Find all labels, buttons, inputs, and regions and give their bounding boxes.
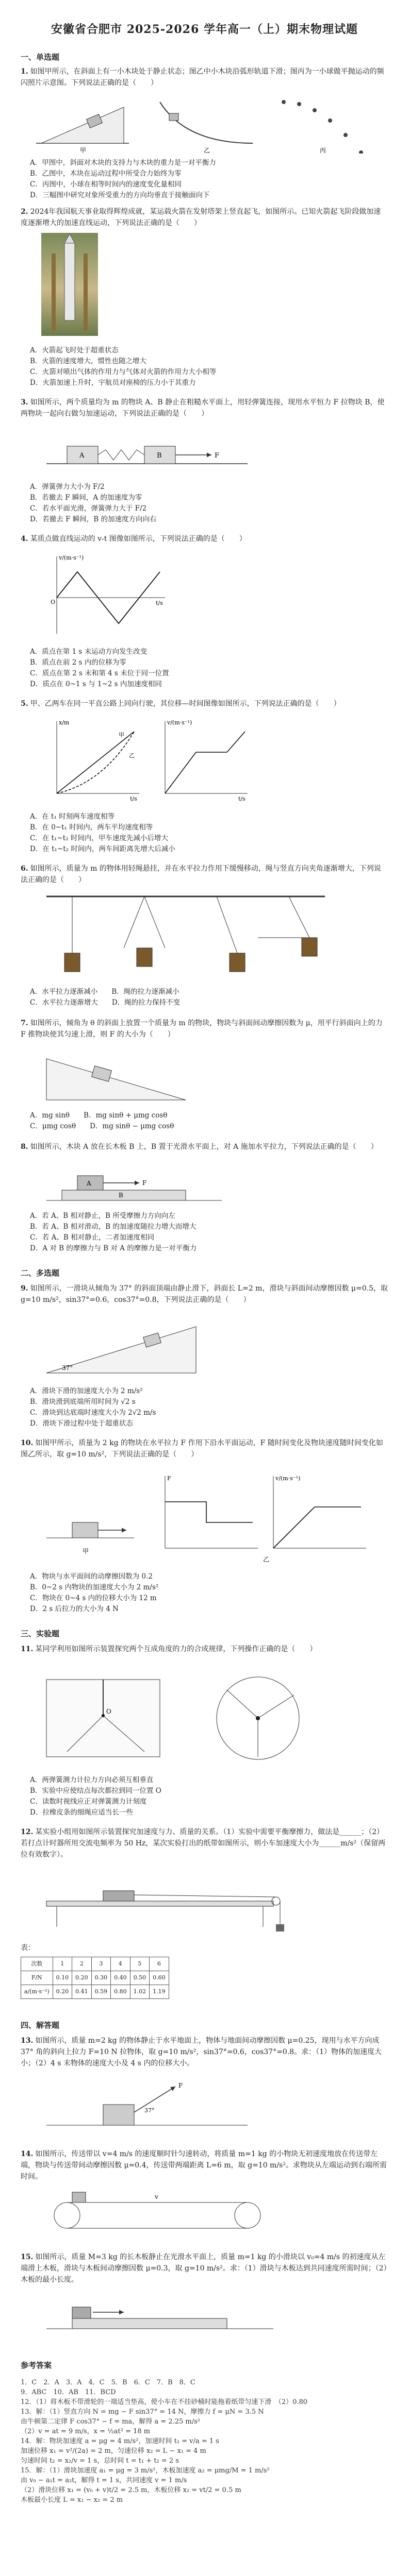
question-text: 如图所示，质量为 m 的物体用轻绳悬挂，并在水平拉力作用下缓慢移动，绳与竖直方向夹角逐渐增大，下列说法正确的是（ ） bbox=[21, 865, 381, 884]
figure-q3-spring-blocks bbox=[41, 428, 258, 474]
question-6 bbox=[21, 863, 388, 886]
option: D．滑块下滑过程中处于超重状态 bbox=[30, 1419, 133, 1428]
question-5 bbox=[21, 698, 388, 709]
option: C．丙图中，小球在相等时间内的速度变化量相同 bbox=[30, 180, 182, 189]
table-cell: 0.50 bbox=[130, 1971, 150, 1985]
table-cell: 0.60 bbox=[150, 1971, 169, 1985]
answer-line: 14．解：物块加速度 a = μg = 4 m/s²，加速时间 t₁ = v/a = 1 s bbox=[21, 2437, 219, 2445]
option: B．质点在前 2 s 内的位移为零 bbox=[30, 658, 126, 667]
option: A．滑块下滑的加速度大小为 2 m/s² bbox=[30, 1387, 143, 1395]
option: D．A 对 B 的摩擦力与 B 对 A 的摩擦力是一对平衡力 bbox=[30, 1244, 197, 1252]
question-text: 如图所示，传送带以 v=4 m/s 的速度顺时针匀速转动，将质量 m=1 kg 的小物块无初速度地放在传送带左端，物块与传送带间动摩擦因数 μ=0.4，传送带两端距离 L=6 m，取 g=10 m/s²。求物块从左端运动到右端所需时间。 bbox=[21, 2150, 387, 2181]
label-b: B bbox=[157, 452, 162, 460]
answer-line: 12．（1）将木板不带滑轮的一端适当垫高，使小车在不挂砂桶时能拖着纸带匀速下滑 （2）0.80 bbox=[21, 2398, 308, 2406]
answer-line: 匀速时间 t₂ = x₂/v = 1 s，总时间 t = t₁ + t₂ = 2 s bbox=[21, 2457, 179, 2465]
question-text: 如图所示，质量 M=3 kg 的长木板静止在光滑水平面上，质量 m=1 kg 的小滑块以 v₀=4 m/s 的初速度从左端滑上木板，滑块与木板间动摩擦因数 μ=0.3，取 g=10 m/s²。求：（1）滑块与木板达到共同速度所需时间；（2）木板的最小长度。 bbox=[21, 2253, 387, 2284]
option: D．2 s 后拉力的大小为 4 N bbox=[30, 1605, 119, 1613]
options-q11 bbox=[30, 1775, 391, 1818]
option: A．在 t₁ 时刻两车速度相等 bbox=[30, 812, 115, 821]
answer-line: 加速位移 x₁ = v²/(2a) = 2 m，匀速位移 x₂ = L − x₁ = 4 m bbox=[21, 2447, 206, 2455]
figure-q15-slider-board bbox=[41, 2293, 279, 2334]
figure-q13-pull-angle bbox=[41, 2076, 258, 2133]
option: A．若 A、B 相对静止，B 所受摩擦力方向向左 bbox=[30, 1212, 175, 1220]
answers-title: 参考答案 bbox=[21, 2361, 52, 2370]
option: C．在 t₁~t₂ 时间内，甲车速度先减小后增大 bbox=[30, 834, 168, 842]
question-number: 4. bbox=[21, 535, 28, 543]
answer-line: 15．解：（1）滑块加速度 a₁ = μg = 3 m/s²，木板加速度 a₂ = μmg/M = 1 m/s² bbox=[21, 2467, 270, 2475]
answer-line: 由 v₀ − a₁t = a₂t，解得 t = 1 s，共同速度 v = 1 m/s bbox=[21, 2477, 187, 2484]
question-number: 5. bbox=[21, 700, 28, 708]
rocket-icon bbox=[41, 233, 98, 336]
option: C．若水平面光滑，弹簧弹力大于 F/2 bbox=[30, 504, 147, 513]
origin-label: O bbox=[51, 599, 56, 605]
figure-q9-incline-37 bbox=[41, 1316, 206, 1378]
question-10 bbox=[21, 1437, 388, 1460]
option: A．物块与水平面间的动摩擦因数为 0.2 bbox=[30, 1572, 153, 1581]
options-q9 bbox=[30, 1386, 391, 1429]
table-cell: 2 bbox=[72, 1957, 92, 1971]
section-calculation: 四、解答题 bbox=[21, 2021, 60, 2030]
question-text: 如图所示，质量 m=2 kg 的物体静止于水平地面上，物体与地面间动摩擦因数 μ=0.25，现用与水平方向成 37° 角的斜向上拉力 F=10 N 拉物体，取 g=10 m/s²，sin37°=0.6，cos37°=0.8。求：（1）物体的加速度大小；（2）4 s 末物体的速度大小及 4 s 内的位移大小。 bbox=[21, 2037, 382, 2067]
option: A．弹簧弹力大小为 F/2 bbox=[30, 483, 105, 491]
question-3 bbox=[21, 397, 388, 419]
option: D．若撤去 F 瞬间，B 的加速度方向向右 bbox=[30, 515, 157, 523]
figure-q14-conveyor bbox=[41, 2184, 279, 2236]
table-cell: 0.20 bbox=[72, 1971, 92, 1985]
option: C．滑块到达底端时速度大小为 2√2 m/s bbox=[30, 1409, 156, 1417]
question-number: 14. bbox=[21, 2150, 34, 2158]
option: D．火箭加速上升时，宇航员对座椅的压力小于其重力 bbox=[30, 379, 196, 387]
option: B．实验中应使结点每次都拉到同一位置 O bbox=[30, 1787, 161, 1795]
option: A．火箭起飞时处于超重状态 bbox=[30, 346, 119, 354]
question-number: 3. bbox=[21, 398, 28, 406]
question-text: 如图所示，一滑块从倾角为 37° 的斜面顶端由静止滑下，斜面长 L=2 m，滑块与斜面间动摩擦因数 μ=0.5，取 g=10 m/s²，sin37°=0.6，cos37°=0.8，下列说法正确的是（ ） bbox=[21, 1284, 388, 1304]
question-number: 15. bbox=[21, 2253, 34, 2261]
axis-label-v: v/(m·s⁻¹) bbox=[275, 1475, 301, 1482]
options-q4 bbox=[30, 647, 391, 690]
options-q6 bbox=[30, 987, 391, 1008]
option: D．拉橡皮条的细绳应适当长一些 bbox=[30, 1808, 133, 1817]
data-table bbox=[21, 1957, 169, 1999]
option: B．火箭的速度增大，惯性也随之增大 bbox=[30, 357, 146, 365]
point-o-label: O bbox=[106, 1708, 111, 1715]
question-text: 如图所示，倾角为 θ 的斜面上放置一个质量为 m 的物块，物块与斜面间动摩擦因数为 μ，用平行斜面向上的力 F 推物块使其匀速上滑，则 F 的大小为（ ） bbox=[21, 1019, 383, 1039]
table-cell: 0.20 bbox=[53, 1985, 72, 1999]
table-cell: a/(m·s⁻²) bbox=[21, 1985, 53, 1999]
question-7 bbox=[21, 1018, 388, 1040]
table-cell: 0.80 bbox=[111, 1985, 130, 1999]
question-text: 如图甲所示，质量为 2 kg 的物块在水平拉力 F 作用下沿水平面运动，F 随时间变化及物块速度随时间变化如图乙所示，取 g=10 m/s²，下列说法正确的是（ ） bbox=[21, 1439, 383, 1459]
table-label: 表： bbox=[21, 1944, 35, 1952]
page-title: 安徽省合肥市 2025-2026 学年高一（上）期末物理试题 bbox=[51, 23, 358, 36]
question-number: 10. bbox=[21, 1439, 34, 1447]
question-text: 某实验小组用如图所示装置探究加速度与力、质量的关系。（1）实验中需要平衡摩擦力，做法是______；（2）若打点计时器所用交流电频率为 50 Hz，某次实验打出的纸带如图所示，则小车加速度大小为______m/s²（保留两位有效数字）。 bbox=[21, 1828, 386, 1859]
spring bbox=[98, 450, 144, 460]
option: A．mg sinθ B．mg sinθ + μmg cosθ bbox=[30, 1111, 168, 1120]
question-number: 9. bbox=[21, 1284, 28, 1293]
axis-label-v: v/(m·s⁻¹) bbox=[167, 719, 192, 726]
figure-q6-hanging-weights bbox=[41, 891, 330, 979]
figure-label: 甲 bbox=[83, 1548, 89, 1555]
table-row bbox=[21, 1985, 169, 1999]
label-f: F bbox=[178, 2082, 183, 2089]
axis-label-x: x/m bbox=[59, 719, 70, 726]
question-text: 如图所示，两个质量均为 m 的物块 A、B 静止在粗糙水平面上，用轻弹簧连接，现用水平恒力 F 拉物块 B，使两物块一起向右做匀加速运动，下列说法正确的是（ ） bbox=[21, 398, 385, 418]
question-number: 7. bbox=[21, 1019, 28, 1027]
answer-line: 由牛顿第二定律 F cos37° − f = ma，解得 a = 2.25 m/s² bbox=[21, 2418, 201, 2426]
figure-curved-track bbox=[160, 102, 253, 143]
table-cell: 0.59 bbox=[91, 1985, 111, 1999]
section-multi-choice: 二、多选题 bbox=[21, 1268, 60, 1278]
question-text: 甲、乙两车在同一平直公路上同向行驶，其位移—时间图像如图所示，下列说法正确的是（ ） bbox=[30, 700, 341, 708]
question-15 bbox=[21, 2251, 388, 2285]
option: A．质点在第 1 s 末运动方向发生改变 bbox=[30, 648, 148, 656]
question-1 bbox=[21, 66, 388, 89]
series-label: 甲 bbox=[119, 732, 124, 738]
table-row bbox=[21, 1971, 169, 1985]
answer-line: （2）滑块位移 x₁ = (v₀ + v)t/2 = 2.5 m，木板位移 x₂ = vt/2 = 0.5 m bbox=[21, 2486, 241, 2494]
answer-line: 9．ABC 10．AB 11．BCD bbox=[21, 2388, 116, 2396]
option: C．水平拉力逐渐增大 D．绳的拉力保持不变 bbox=[30, 998, 181, 1007]
answers-block bbox=[21, 2378, 388, 2505]
table-cell: 0.40 bbox=[111, 1971, 130, 1985]
data-table-wrap bbox=[21, 1942, 388, 1999]
question-number: 13. bbox=[21, 2037, 34, 2045]
section-single-choice: 一、单选题 bbox=[21, 53, 60, 62]
options-q7 bbox=[30, 1110, 391, 1132]
option: D．三幅图中研究对象所受重力的方向均垂直于接触面向下 bbox=[30, 191, 210, 199]
label-a: A bbox=[79, 452, 85, 460]
option: A．甲图中，斜面对木块的支持力与木块的重力是一对平衡力 bbox=[30, 159, 216, 167]
option: D．在 t₁~t₂ 时间内，两车间距离先增大后减小 bbox=[30, 845, 175, 853]
option: C．质点在第 2 s 末和第 4 s 末位于同一位置 bbox=[30, 669, 169, 677]
option: C．火箭对喷出气体的作用力与气体对火箭的作用力大小相等 bbox=[30, 368, 217, 376]
table-cell: 次数 bbox=[21, 1957, 53, 1971]
table-cell: 0.10 bbox=[53, 1971, 72, 1985]
figure-incline-block bbox=[36, 107, 129, 143]
table-cell: F/N bbox=[21, 1971, 53, 1985]
figure-q1 bbox=[31, 92, 371, 154]
label-a: A bbox=[87, 1180, 91, 1187]
question-13 bbox=[21, 2035, 388, 2069]
question-number: 11. bbox=[21, 1645, 34, 1653]
answer-line: 13．解：（1）竖直方向 N = mg − F sin37° = 14 N，摩擦力 f = μN = 3.5 N bbox=[21, 2408, 264, 2416]
option: B．滑块滑到底端所用时间为 √2 s bbox=[30, 1398, 136, 1406]
options-q5 bbox=[30, 811, 391, 855]
figure-q5-xt-graphs bbox=[41, 716, 258, 804]
table-head-row bbox=[21, 1957, 169, 1971]
table-cell: 1.02 bbox=[130, 1985, 150, 1999]
axis-label-f: F bbox=[167, 1475, 171, 1482]
question-11 bbox=[21, 1643, 388, 1655]
figure-q4-vt-graph bbox=[41, 551, 175, 639]
axis-label-t: t/s bbox=[238, 795, 246, 802]
figure-q10 bbox=[41, 1471, 371, 1564]
option: B．若 A、B 相对滑动，B 的加速度随拉力增大而增大 bbox=[30, 1223, 197, 1231]
question-text: 某质点做直线运动的 v-t 图像如图所示，下列说法正确的是（ ） bbox=[30, 535, 247, 543]
figure-q12-cart-track bbox=[41, 1875, 330, 1932]
options-q10 bbox=[30, 1571, 391, 1615]
figure-q11-force-table bbox=[41, 1669, 351, 1767]
option: C．读数时视线应正对弹簧测力计刻度 bbox=[30, 1798, 147, 1806]
question-text: 某同学利用如图所示装置探究两个互成角度的力的合成规律，下列操作正确的是（ ） bbox=[35, 1645, 317, 1653]
figure-q8-block-board bbox=[41, 1164, 227, 1206]
table-cell: 0.30 bbox=[91, 1971, 111, 1985]
question-number: 1. bbox=[21, 67, 28, 76]
figure-q7-incline bbox=[41, 1048, 196, 1105]
question-9 bbox=[21, 1283, 388, 1306]
option: C．物块在 0~4 s 内的位移大小为 12 m bbox=[30, 1594, 157, 1602]
option: A．两弹簧测力计拉力方向必须互相垂直 bbox=[30, 1776, 154, 1784]
answer-line: 木板最小长度 L = x₁ − x₂ = 2 m bbox=[21, 2496, 123, 2504]
question-number: 2. bbox=[21, 208, 28, 216]
axis-label-t: t/s bbox=[156, 600, 163, 606]
option: B．在 0~t₁ 时间内，两车平均速度相等 bbox=[30, 823, 153, 832]
label-f: F bbox=[142, 1179, 147, 1187]
label-f: F bbox=[215, 452, 220, 460]
label-b: B bbox=[119, 1192, 123, 1199]
series-jia bbox=[57, 732, 134, 793]
question-text: 如图甲所示，在斜面上有一小木块处于静止状态；图乙中小木块沿弧形轨道下滑；图丙为一小球做平抛运动的频闪照片示意图。下列说法正确的是（ ） bbox=[21, 67, 384, 87]
angle-label: 37° bbox=[62, 1364, 73, 1371]
series-v bbox=[165, 732, 245, 793]
table-cell: 3 bbox=[91, 1957, 111, 1971]
series-label: 乙 bbox=[129, 752, 135, 759]
angle-label: 37° bbox=[144, 2107, 155, 2114]
question-number: 12. bbox=[21, 1828, 34, 1836]
question-14 bbox=[21, 2148, 388, 2182]
options-q2 bbox=[30, 345, 391, 388]
rocket-launch-photo bbox=[41, 233, 98, 336]
table-cell: 1.19 bbox=[150, 1985, 169, 1999]
axis-label-v: v/(m·s⁻¹) bbox=[59, 554, 84, 561]
option: B．若撤去 F 瞬间，A 的加速度为零 bbox=[30, 494, 142, 502]
options-q3 bbox=[30, 482, 391, 525]
option: C．若 A、B 相对静止，二者加速度相同 bbox=[30, 1233, 155, 1242]
table-cell: 1 bbox=[53, 1957, 72, 1971]
axis-label-t: t/s bbox=[130, 795, 137, 802]
section-experiment: 三、实验题 bbox=[21, 1629, 60, 1638]
table-cell: 4 bbox=[111, 1957, 130, 1971]
figure-label: 乙 bbox=[204, 147, 210, 154]
figure-label: 乙 bbox=[263, 1556, 270, 1563]
figure-label: 丙 bbox=[320, 147, 326, 154]
figure-label: 甲 bbox=[80, 147, 87, 154]
answer-line: 1．C 2．A 3．A 4．C 5．B 6．C 7．B 8．C bbox=[21, 2379, 195, 2386]
table-cell: 5 bbox=[130, 1957, 150, 1971]
table-cell: 6 bbox=[150, 1957, 169, 1971]
question-8 bbox=[21, 1141, 388, 1153]
question-2 bbox=[21, 206, 388, 229]
options-q1 bbox=[30, 158, 391, 201]
question-number: 8. bbox=[21, 1143, 28, 1151]
option: B．0~2 s 内物块的加速度大小为 2 m/s² bbox=[30, 1583, 159, 1591]
question-text: 2024年我国航天事业取得辉煌成就，某运载火箭在发射塔架上竖直起飞，如图所示。已知火箭起飞阶段做加速度逐渐增大的加速直线运动，下列说法正确的是（ ） bbox=[21, 208, 381, 227]
option: B．乙图中，木块在运动过程中所受合力始终为零 bbox=[30, 170, 182, 178]
question-12 bbox=[21, 1826, 388, 1860]
option: A．水平拉力逐渐减小 B．绳的拉力逐渐减小 bbox=[30, 988, 179, 996]
label-v: v bbox=[155, 2193, 158, 2200]
answer-line: （2）v = at = 9 m/s，x = ½at² = 18 m bbox=[21, 2428, 151, 2435]
question-number: 6. bbox=[21, 865, 28, 873]
question-4 bbox=[21, 533, 388, 545]
option: C．μmg cosθ D．mg sinθ − μmg cosθ bbox=[30, 1122, 174, 1130]
question-text: 如图所示，木块 A 放在长木板 B 上，B 置于光滑水平面上，对 A 施加水平拉力，下列说法正确的是（ ） bbox=[30, 1143, 378, 1151]
option: D．质点在 0~1 s 与 1~2 s 内加速度相同 bbox=[30, 680, 162, 688]
options-q8 bbox=[30, 1211, 391, 1254]
table-cell: 0.41 bbox=[72, 1985, 92, 1999]
figure-projectile-strobe bbox=[282, 100, 363, 154]
